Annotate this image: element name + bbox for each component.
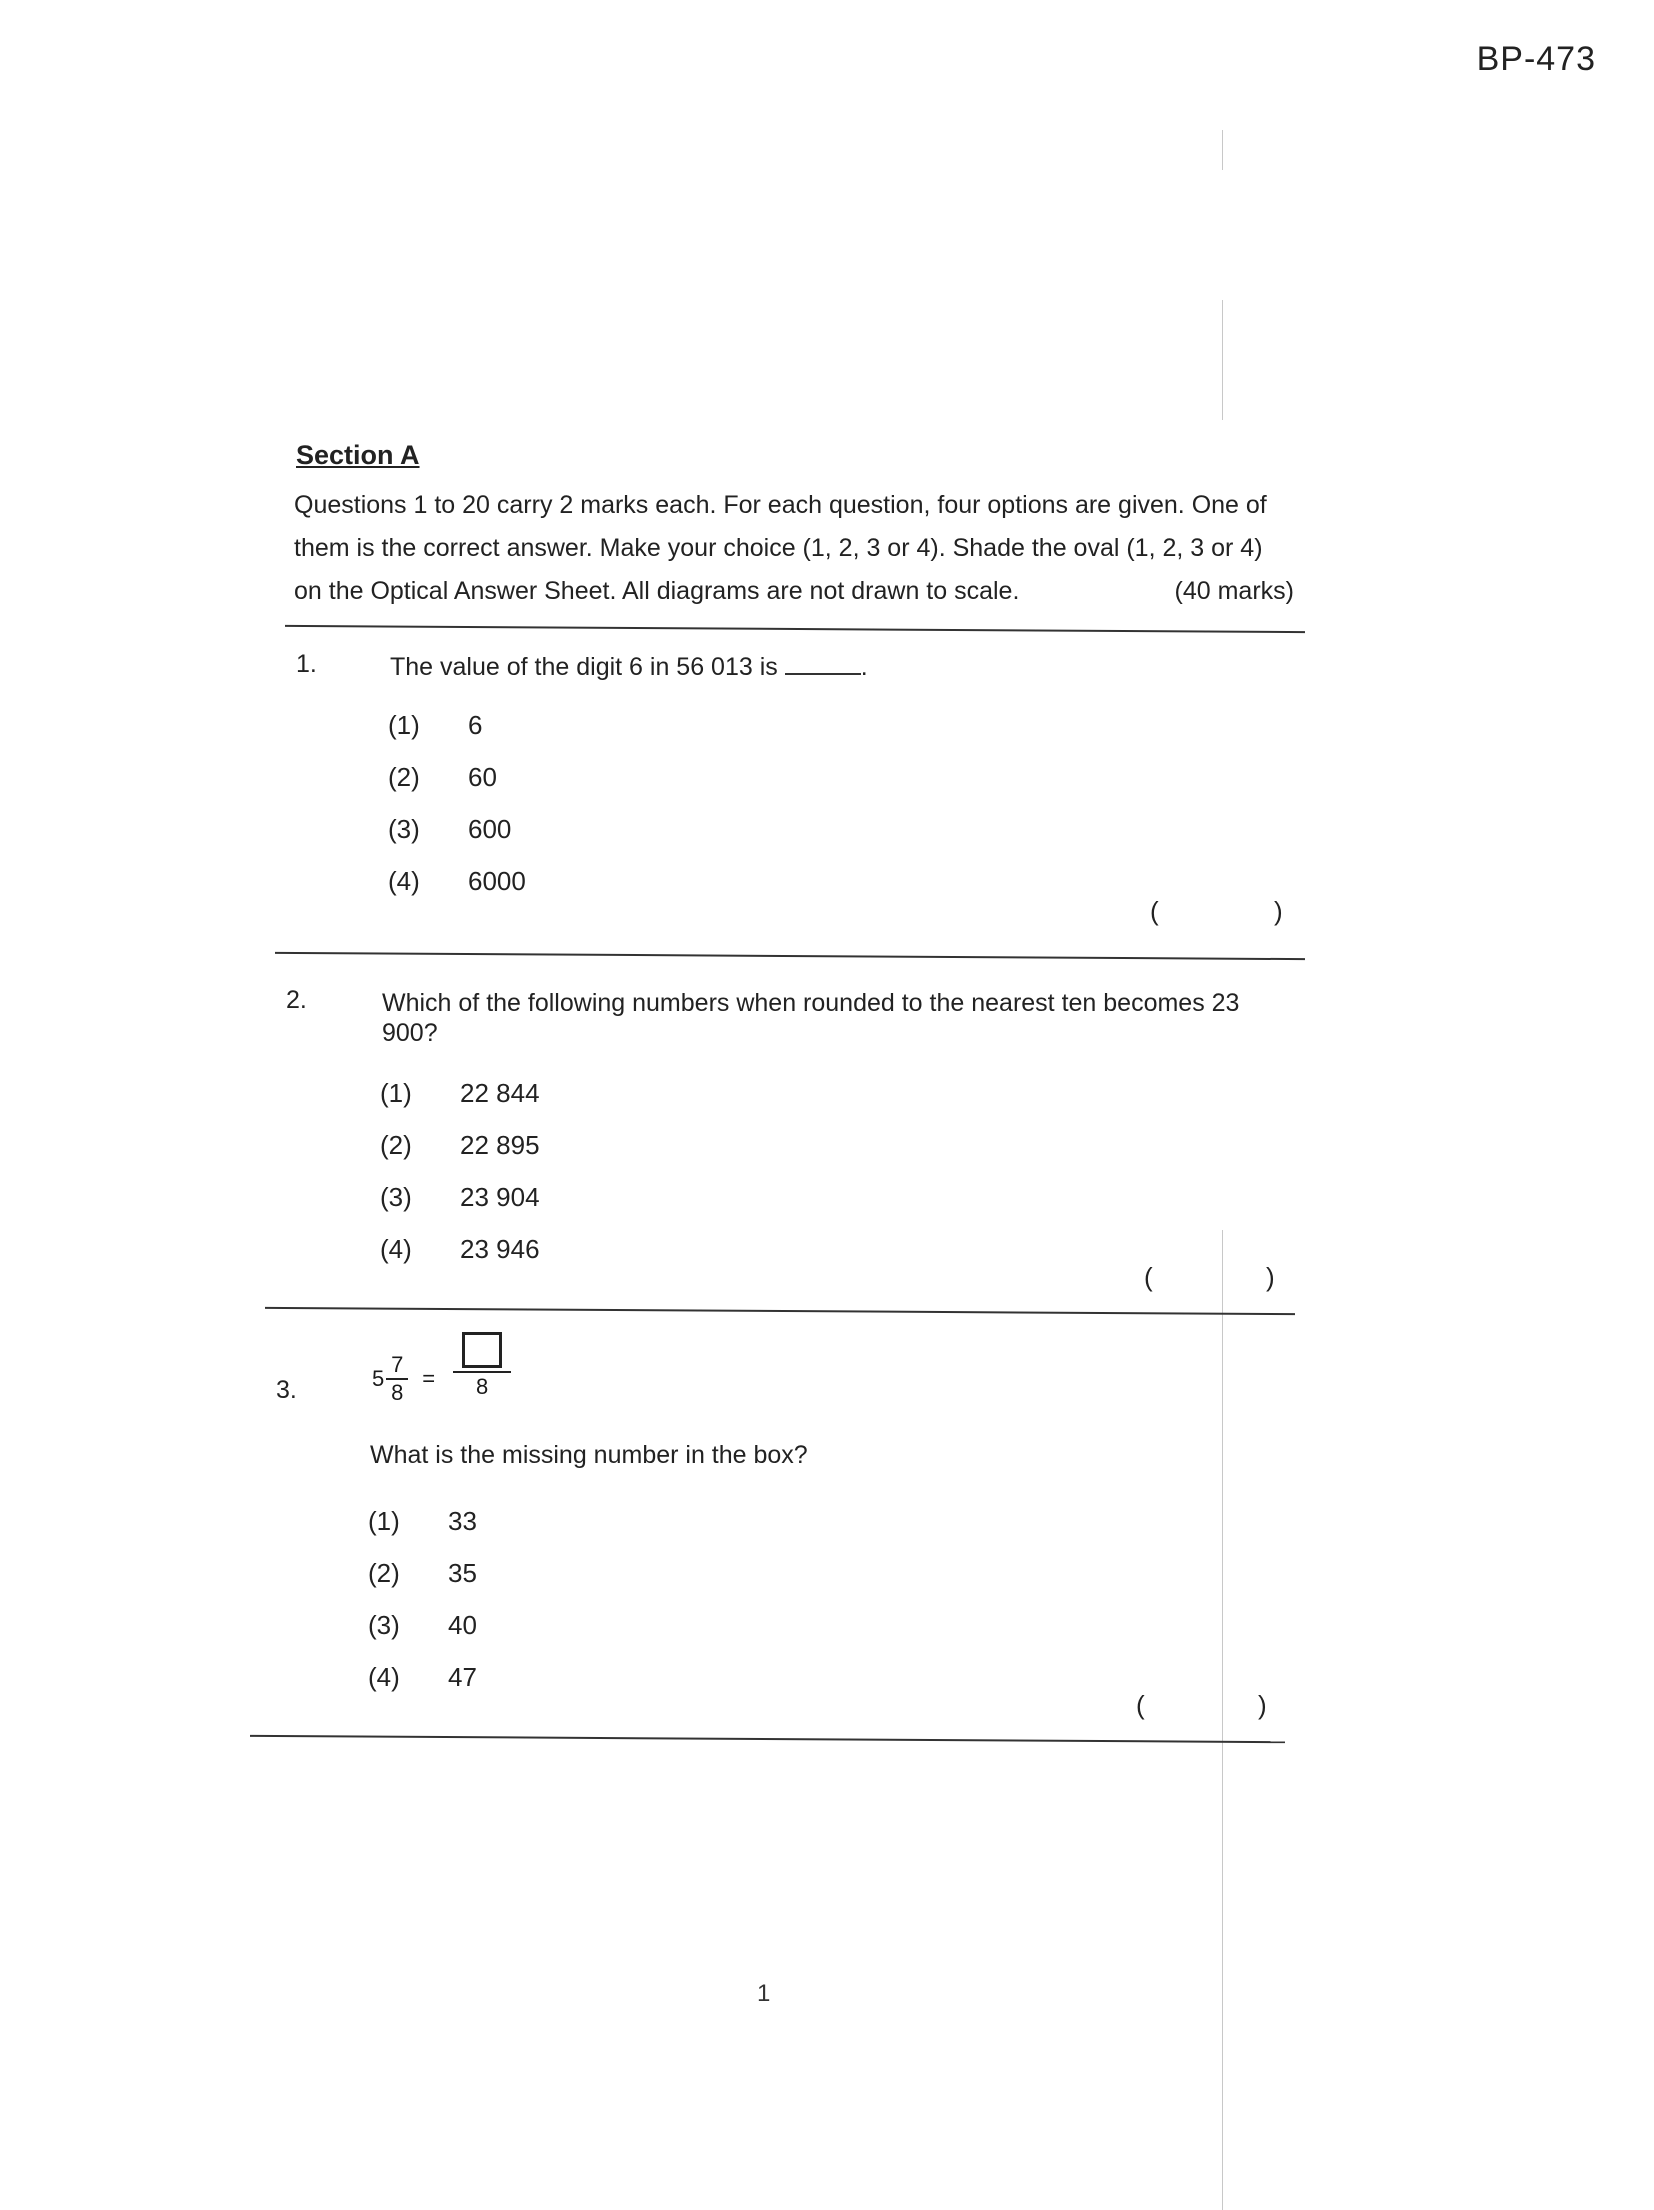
answer-bracket-open: ( (1136, 1690, 1145, 1720)
section-title: Section A (296, 440, 420, 470)
answer-blank (785, 653, 861, 675)
equals-sign: = (422, 1366, 436, 1391)
missing-number-box[interactable] (462, 1332, 502, 1368)
question-number: 1. (296, 650, 317, 678)
option-label: (1) (368, 1506, 400, 1536)
scan-mark (1222, 1230, 1223, 2210)
fraction-bar (453, 1371, 511, 1373)
option-value: 22 844 (460, 1078, 540, 1108)
option[interactable] (380, 1078, 540, 1130)
denominator: 8 (391, 1380, 404, 1405)
option-value: 22 895 (460, 1130, 540, 1160)
option[interactable] (380, 1234, 540, 1286)
options-list (380, 1078, 540, 1286)
option[interactable] (368, 1662, 477, 1714)
option-label: (1) (388, 710, 420, 740)
scan-mark (1222, 300, 1223, 420)
answer-bracket-close: ) (1258, 1690, 1267, 1720)
answer-bracket-close: ) (1266, 1262, 1275, 1292)
section-marks: (40 marks) (1174, 577, 1294, 605)
options-list (388, 710, 526, 918)
option-value: 60 (468, 762, 497, 792)
option-label: (3) (388, 814, 420, 844)
stem-text: The value of the digit 6 in 56 013 is (390, 653, 778, 681)
question-number: 2. (286, 986, 307, 1014)
option-label: (2) (380, 1130, 412, 1160)
divider (285, 625, 1305, 633)
answer-fraction (453, 1332, 511, 1398)
option[interactable] (388, 866, 526, 918)
option-label: (1) (380, 1078, 412, 1108)
option-label: (4) (388, 866, 420, 896)
section-instructions (294, 484, 1294, 613)
instructions-text: Questions 1 to 20 carry 2 marks each. For each question, four options are given. One of them is the correct answer. Make your choice (1, 2, 3 or 4). Shade the oval (1, 2, 3 or 4) on the Optical Answer Sheet. All diagrams are not drawn to scale. (294, 491, 1267, 605)
options-list (368, 1506, 477, 1714)
option-label: (3) (368, 1610, 400, 1640)
divider (275, 952, 1305, 960)
mixed-fraction (386, 1354, 408, 1404)
divider (265, 1307, 1295, 1315)
fraction-equation (372, 1326, 511, 1404)
option-label: (2) (388, 762, 420, 792)
page-number: 1 (757, 1980, 771, 2007)
option-value: 33 (448, 1506, 477, 1536)
option[interactable] (380, 1182, 540, 1234)
option[interactable] (368, 1558, 477, 1610)
question-stem: Which of the following numbers when rounded to the nearest ten becomes 23 900? (382, 989, 1240, 1047)
option[interactable] (368, 1610, 477, 1662)
numerator: 7 (391, 1352, 404, 1377)
paper-code: BP-473 (1476, 40, 1596, 78)
option-label: (4) (380, 1234, 412, 1264)
option-value: 47 (448, 1662, 477, 1692)
scan-mark (1222, 130, 1223, 170)
option-label: (2) (368, 1558, 400, 1588)
answer-bracket-close: ) (1274, 896, 1283, 926)
option-value: 40 (448, 1610, 477, 1640)
option-label: (4) (368, 1662, 400, 1692)
stem-end: . (860, 653, 868, 681)
question-number: 3. (276, 1376, 297, 1404)
option[interactable] (388, 814, 526, 866)
option[interactable] (368, 1506, 477, 1558)
option-value: 23 946 (460, 1234, 540, 1264)
mixed-whole: 5 (372, 1366, 385, 1391)
option[interactable] (380, 1130, 540, 1182)
divider (250, 1735, 1285, 1743)
option-value: 6 (468, 710, 483, 740)
denominator: 8 (475, 1374, 489, 1399)
option[interactable] (388, 710, 526, 762)
option-label: (3) (380, 1182, 412, 1212)
option-value: 23 904 (460, 1182, 540, 1212)
option-value: 35 (448, 1558, 477, 1588)
answer-bracket-open: ( (1144, 1262, 1153, 1292)
question-stem: What is the missing number in the box? (370, 1441, 808, 1469)
question-stem (390, 652, 868, 682)
option-value: 600 (468, 814, 512, 844)
option-value: 6000 (468, 866, 526, 896)
answer-bracket-open: ( (1150, 896, 1159, 926)
option[interactable] (388, 762, 526, 814)
